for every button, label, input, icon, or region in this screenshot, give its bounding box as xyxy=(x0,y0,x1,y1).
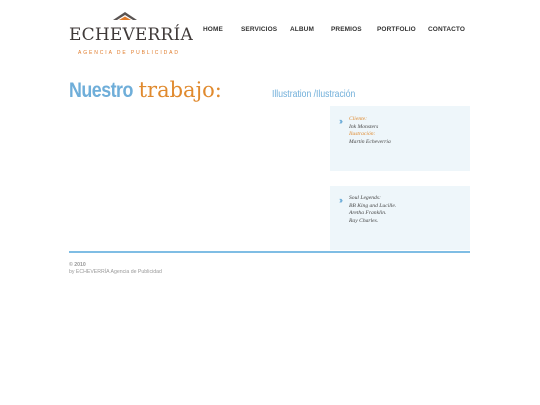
nav-contacto[interactable]: CONTACTO xyxy=(428,26,466,33)
work-card-text xyxy=(349,116,391,146)
work-card-line: Soul Legends: xyxy=(349,195,381,201)
nav-servicios[interactable]: SERVICIOS xyxy=(241,26,278,33)
house-roof-icon xyxy=(69,10,181,26)
page-title xyxy=(69,78,222,103)
work-card-line: Cliente: xyxy=(349,116,368,122)
brand-tagline: AGENCIA DE PUBLICIDAD xyxy=(78,50,180,56)
nav-portfolio[interactable]: PORTFOLIO xyxy=(377,26,416,33)
footer-copyright: © 2010 xyxy=(69,262,86,268)
page-title-part1: Nuestro xyxy=(69,79,133,102)
brand-name: ECHEVERRÍA xyxy=(69,25,193,45)
work-card-line: Aretha Franklin. xyxy=(349,210,387,217)
nav-album[interactable]: ALBUM xyxy=(290,26,314,33)
footer-credit: by ECHEVERRÍA Agencia de Publicidad xyxy=(69,269,162,276)
work-card-line: Ink Monsters xyxy=(349,123,379,130)
nav-premios[interactable]: PREMIOS xyxy=(331,26,362,33)
work-card-line: Ilustración: xyxy=(349,131,376,138)
work-card[interactable] xyxy=(330,186,470,250)
work-card-line: Martin Echeverria xyxy=(349,138,391,145)
work-card-line: BB King and Lucille. xyxy=(349,202,397,209)
work-card-line: Ray Charles. xyxy=(349,217,379,224)
double-chevron-icon: ›› xyxy=(339,116,341,126)
double-chevron-icon: ›› xyxy=(339,195,341,205)
footer-divider xyxy=(69,251,470,253)
work-card[interactable] xyxy=(330,106,470,171)
section-title: Illustration /Ilustración xyxy=(272,88,356,100)
brand-logo[interactable] xyxy=(69,10,193,56)
nav-home[interactable]: HOME xyxy=(203,26,223,33)
page-title-part2: trabajo: xyxy=(138,78,222,102)
work-card-text xyxy=(349,195,396,225)
footer xyxy=(69,262,162,277)
